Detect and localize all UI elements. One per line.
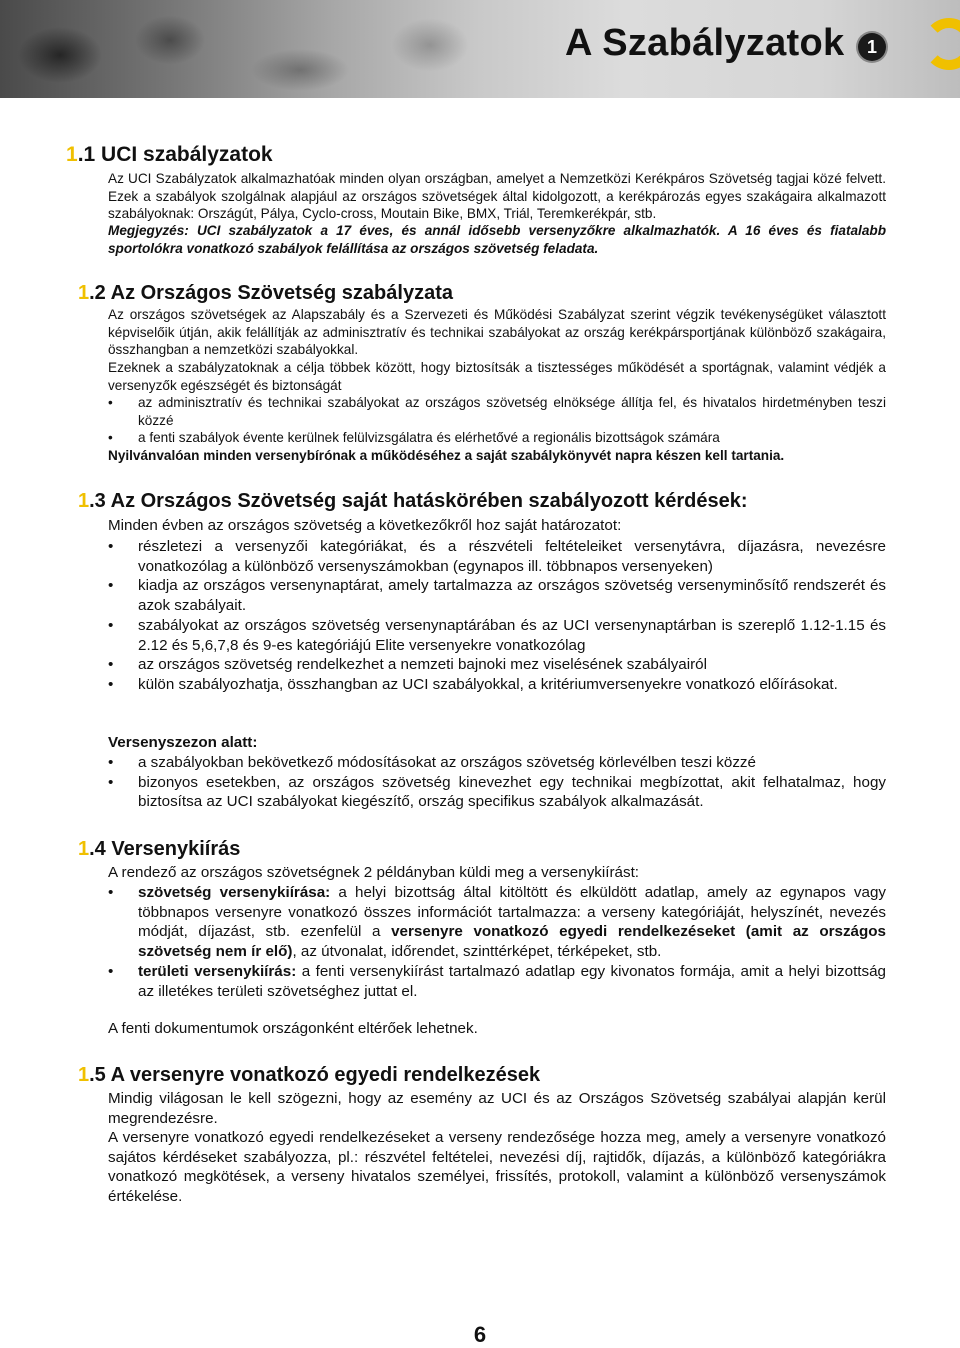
section-1-3-bullets <box>108 537 886 695</box>
section-1-4-heading: 1.4 Versenykiírás <box>78 838 241 860</box>
list-item: • az országos szövetség rendelkezhet a nemzeti bajnoki mez viselésének szabályairól <box>108 655 886 675</box>
list-item: • a szabályokban bekövetkező módosításokat az országos szövetség körlevélben teszi közzé <box>108 753 886 773</box>
section-1-5-paragraph-2: A versenyre vonatkozó egyedi rendelkezéseket a verseny rendezősége hozza meg, amely a versenyre vonatkozó sajátos kérdéseket szabályozza, pl.: részvétel feltételei, nevezési díj, rajtidők, díjazás, a különböző kategóriákra vonatkozó megkötések, a verseny hivatalos személyei, frissítés, protokoll, valamint a különböző versenyszámok értékelése. <box>108 1129 886 1206</box>
list-item: • területi versenykiírás: a fenti versenykiírást tartalmazó adatlap egy kivonatos formája, amit a helyi bizottság az illetékes területi szövetséghez juttat el. <box>108 962 886 1001</box>
list-item: • kiadja az országos versenynaptárat, amely tartalmazza az országos szövetség versenyminősítő rendszerét és azok szabályait. <box>108 576 886 615</box>
section-1-2-heading: 1.2 Az Országos Szövetség szabályzata <box>78 282 453 304</box>
list-item: • bizonyos esetekben, az országos szövetség kinevezhet egy technikai megbízottat, akit felhatalmaz, hogy biztosítsa az UCI szabályokat kiegészítő, ország specifikus szabályok alkalmazását. <box>108 773 886 812</box>
list-item: • szabályokat az országos szövetség versenynaptárában és az UCI versenynaptárban is szereplő 1.12-1.15 és 2.12 és 5,6,7,8 és 9-es kategóriájú Elite versenyekre vonatkozólag <box>108 616 886 655</box>
section-1-4-closing: A fenti dokumentumok országonként eltérőek lehetnek. <box>108 1020 478 1037</box>
section-1-5-heading: 1.5 A versenyre vonatkozó egyedi rendelkezések <box>78 1064 541 1086</box>
section-1-2-paragraph-1: Az országos szövetségek az Alapszabály és a Szervezeti és Működési Szabályzat szerint végzik tevékenységüket választott képviselőik útján, akik felállítják az adminisztratív és technikai szabályokat az ország kerékpársportjának különböző szakágaira, összhangban a nemzetközi szabályokkal. <box>108 307 886 358</box>
list-item: • részletezi a versenyzői kategóriákat, és a részvételi feltételeiket versenytávra, díjazásra, nevezésre vonatkozólag a különböző versenyszámokban (egynapos ill. többnapos versenyeken) <box>108 537 886 576</box>
list-item: • külön szabályozhatja, összhangban az UCI szabályokkal, a kritériumversenyekre vonatkozó előírásokat. <box>108 675 886 695</box>
section-1-2-closing: Nyilvánvalóan minden versenybírónak a működéséhez a saját szabálykönyvét napra készen kell tartania. <box>108 448 785 463</box>
section-1-4-intro: A rendező az országos szövetségnek 2 példányban küldi meg a versenykiírást: <box>108 864 640 881</box>
season-label: Versenyszezon alatt: <box>108 734 258 751</box>
section-1-3-heading: 1.3 Az Országos Szövetség saját hatáskörében szabályozott kérdések: <box>78 490 748 512</box>
list-item: • a fenti szabályok évente kerülnek felülvizsgálatra és elérhetővé a regionális bizottságok számára <box>108 429 886 447</box>
section-1-1-note: Megjegyzés: UCI szabályzatok a 17 éves, és annál idősebb versenyzőkre alkalmazhatók. A 16 éves és fiatalabb sportolókra vonatkozó szabályok felállítása az országos szövetség feladata. <box>108 223 886 256</box>
chapter-title: A Szabályzatok <box>565 22 845 64</box>
chapter-number-badge: 1 <box>858 33 886 61</box>
section-1-4-bullets <box>108 883 886 1001</box>
section-1-3-intro: Minden évben az országos szövetség a következőkről hoz saját határozatot: <box>108 517 622 534</box>
list-item: • szövetség versenykiírása: a helyi bizottság által kitöltött és elküldött adatlap, amely az egynapos vagy többnapos versenyre vonatkozó összes információt tartalmazza: a verseny kategóriáját, helyszínét, nevezés módját, díjazást, stb. ezenfelül a versenyre vonatkozó egyedi rendelkezéseket (amit az országos szövetség nem ír elő), az útvonalat, időrendet, szinttérképet, térképeket, stb. <box>108 883 886 962</box>
section-1-5-paragraph-1: Mindig világosan le kell szögezni, hogy az esemény az UCI és az Országos Szövetség szabályai alapján kerül megrendezésre. <box>108 1090 886 1127</box>
season-bullets <box>108 753 886 812</box>
ring-logo-icon <box>923 18 960 70</box>
section-1-2-paragraph-2: Ezeknek a szabályzatoknak a célja többek között, hogy biztosítsák a tisztességes működését a sportágnak, valamint védjék a versenyzők egészségét és biztonságát <box>108 360 886 393</box>
cyclists-photo <box>0 0 560 98</box>
header-banner <box>0 0 960 98</box>
section-1-2-bullets <box>108 394 886 447</box>
section-1-1-heading: 1.1 UCI szabályzatok <box>66 143 273 166</box>
section-1-1-paragraph: Az UCI Szabályzatok alkalmazhatóak minden olyan országban, amelyet a Nemzetközi Kerékpáros Szövetség tagjai közé felvett. Ezek a szabályok szolgálnak alapjául az országos szövetségek által kidolgozott, a kerékpározás egyes szakágaira alkalmazott szabályoknak: Országút, Pálya, Cyclo-cross, Moutain Bike, BMX, Triál, Teremkerékpár, stb. <box>108 171 886 222</box>
list-item: • az adminisztratív és technikai szabályokat az országos szövetség elnöksége állítja fel, és hivatalos hirdetményben teszi közzé <box>108 394 886 429</box>
page-number: 6 <box>473 1322 487 1347</box>
